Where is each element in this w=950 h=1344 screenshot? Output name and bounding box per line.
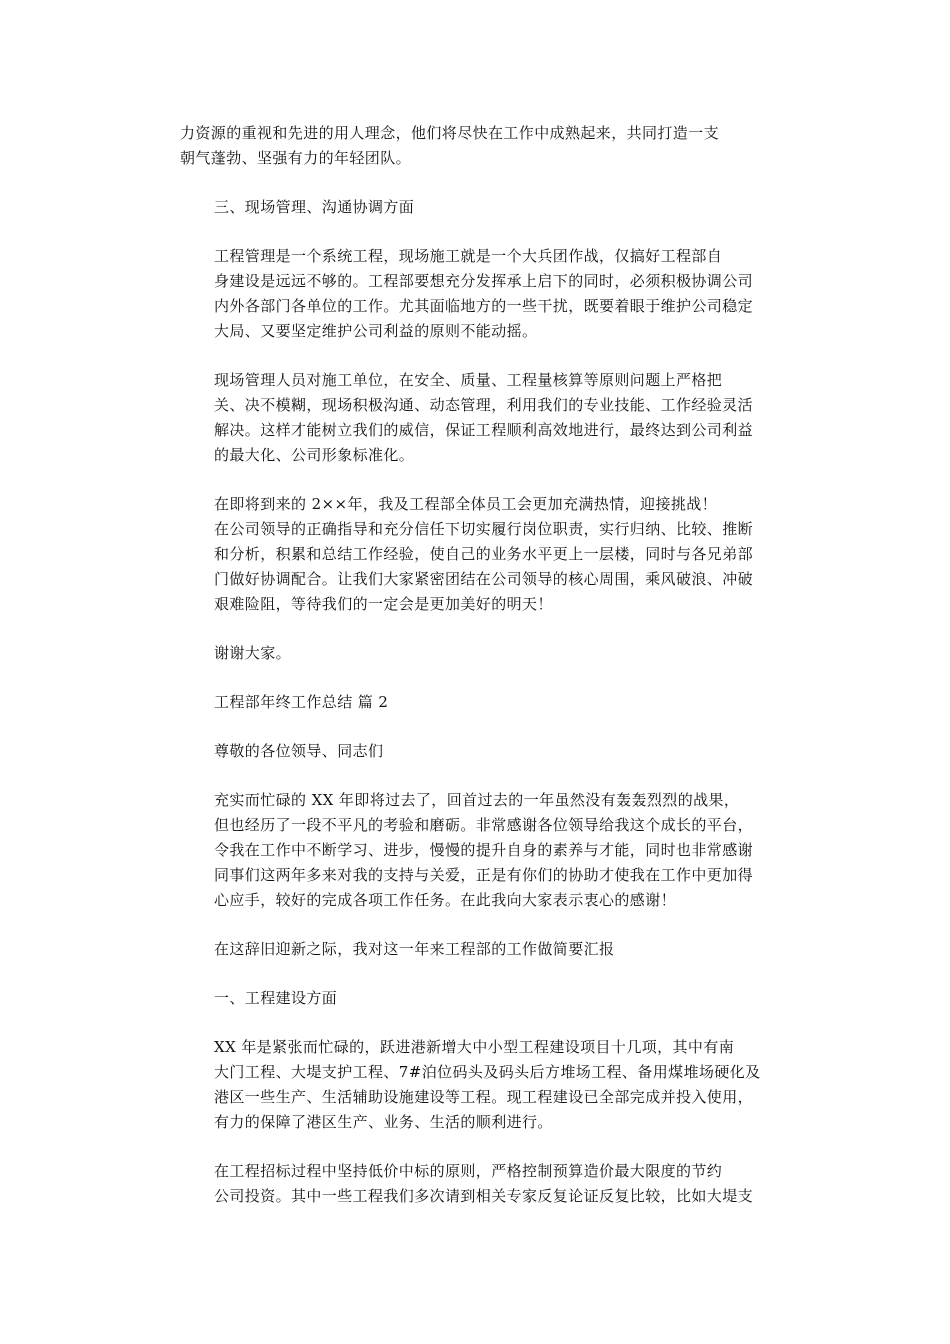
paragraph xyxy=(180,690,780,715)
text-line: 大局、又要坚定维护公司利益的原则不能动摇。 xyxy=(214,322,538,340)
text-line: 工程部年终工作总结 篇 2 xyxy=(214,693,389,711)
text-line: 尊敬的各位领导、同志们 xyxy=(214,742,384,760)
paragraph xyxy=(180,788,780,913)
text-line: 心应手，较好的完成各项工作任务。在此我向大家表示衷心的感谢！ xyxy=(214,891,677,909)
text-line: 三、现场管理、沟通协调方面 xyxy=(214,198,415,216)
text-line: 在这辞旧迎新之际，我对这一年来工程部的工作做简要汇报 xyxy=(214,940,615,958)
paragraph xyxy=(180,937,780,962)
text-line: 工程管理是一个系统工程，现场施工就是一个大兵团作战，仅搞好工程部自 xyxy=(214,247,723,265)
paragraph xyxy=(180,739,780,764)
text-line: 力资源的重视和先进的用人理念，他们将尽快在工作中成熟起来，共同打造一支 xyxy=(180,124,720,142)
text-line: 谢谢大家。 xyxy=(214,644,292,662)
text-line: 一、工程建设方面 xyxy=(214,989,338,1007)
text-line: 朝气蓬勃、坚强有力的年轻团队。 xyxy=(180,149,412,167)
text-line: 令我在工作中不断学习、进步，慢慢的提升自身的素养与才能，同时也非常感谢 xyxy=(214,841,754,859)
text-line: XX 年是紧张而忙碌的，跃进港新增大中小型工程建设项目十几项，其中有南 xyxy=(214,1038,735,1056)
paragraph xyxy=(180,641,780,666)
paragraph xyxy=(180,195,780,220)
text-line: 现场管理人员对施工单位，在安全、质量、工程量核算等原则问题上严格把 xyxy=(214,371,723,389)
paragraph xyxy=(180,1159,780,1209)
text-line: 内外各部门各单位的工作。尤其面临地方的一些干扰，既要着眼于维护公司稳定 xyxy=(214,297,754,315)
text-line: 门做好协调配合。让我们大家紧密团结在公司领导的核心周围，乘风破浪、冲破 xyxy=(214,570,754,588)
paragraph xyxy=(180,121,780,171)
document-page xyxy=(180,121,780,1209)
text-line: 有力的保障了港区生产、业务、生活的顺利进行。 xyxy=(214,1113,553,1131)
text-line: 同事们这两年多来对我的支持与关爱，正是有你们的协助才使我在工作中更加得 xyxy=(214,866,754,884)
text-line: 艰难险阻，等待我们的一定会是更加美好的明天！ xyxy=(214,595,553,613)
text-line: 大门工程、大堤支护工程、7#泊位码头及码头后方堆场工程、备用煤堆场硬化及 xyxy=(214,1063,761,1081)
text-line: 在即将到来的 2××年，我及工程部全体员工会更加充满热情，迎接挑战！ xyxy=(214,495,718,513)
text-line: 解决。这样才能树立我们的威信，保证工程顺利高效地进行，最终达到公司利益 xyxy=(214,421,754,439)
paragraph xyxy=(180,1035,780,1135)
paragraph xyxy=(180,368,780,468)
text-line: 的最大化、公司形象标准化。 xyxy=(214,446,415,464)
paragraph xyxy=(180,244,780,344)
text-line: 和分析，积累和总结工作经验，使自己的业务水平更上一层楼，同时与各兄弟部 xyxy=(214,545,754,563)
text-line: 公司投资。其中一些工程我们多次请到相关专家反复论证反复比较，比如大堤支 xyxy=(214,1187,754,1205)
text-line: 充实而忙碌的 XX 年即将过去了，回首过去的一年虽然没有轰轰烈烈的战果， xyxy=(214,791,740,809)
text-line: 但也经历了一段不平凡的考验和磨砺。非常感谢各位领导给我这个成长的平台， xyxy=(214,816,754,834)
text-line: 关、决不模糊，现场积极沟通、动态管理，利用我们的专业技能、工作经验灵活 xyxy=(214,396,754,414)
text-line: 在公司领导的正确指导和充分信任下切实履行岗位职责，实行归纳、比较、推断 xyxy=(214,520,754,538)
paragraph xyxy=(180,986,780,1011)
text-line: 身建设是远远不够的。工程部要想充分发挥承上启下的同时，必须积极协调公司 xyxy=(214,272,754,290)
paragraph xyxy=(180,492,780,617)
text-line: 港区一些生产、生活辅助设施建设等工程。现工程建设已全部完成并投入使用， xyxy=(214,1088,754,1106)
text-line: 在工程招标过程中坚持低价中标的原则，严格控制预算造价最大限度的节约 xyxy=(214,1162,723,1180)
